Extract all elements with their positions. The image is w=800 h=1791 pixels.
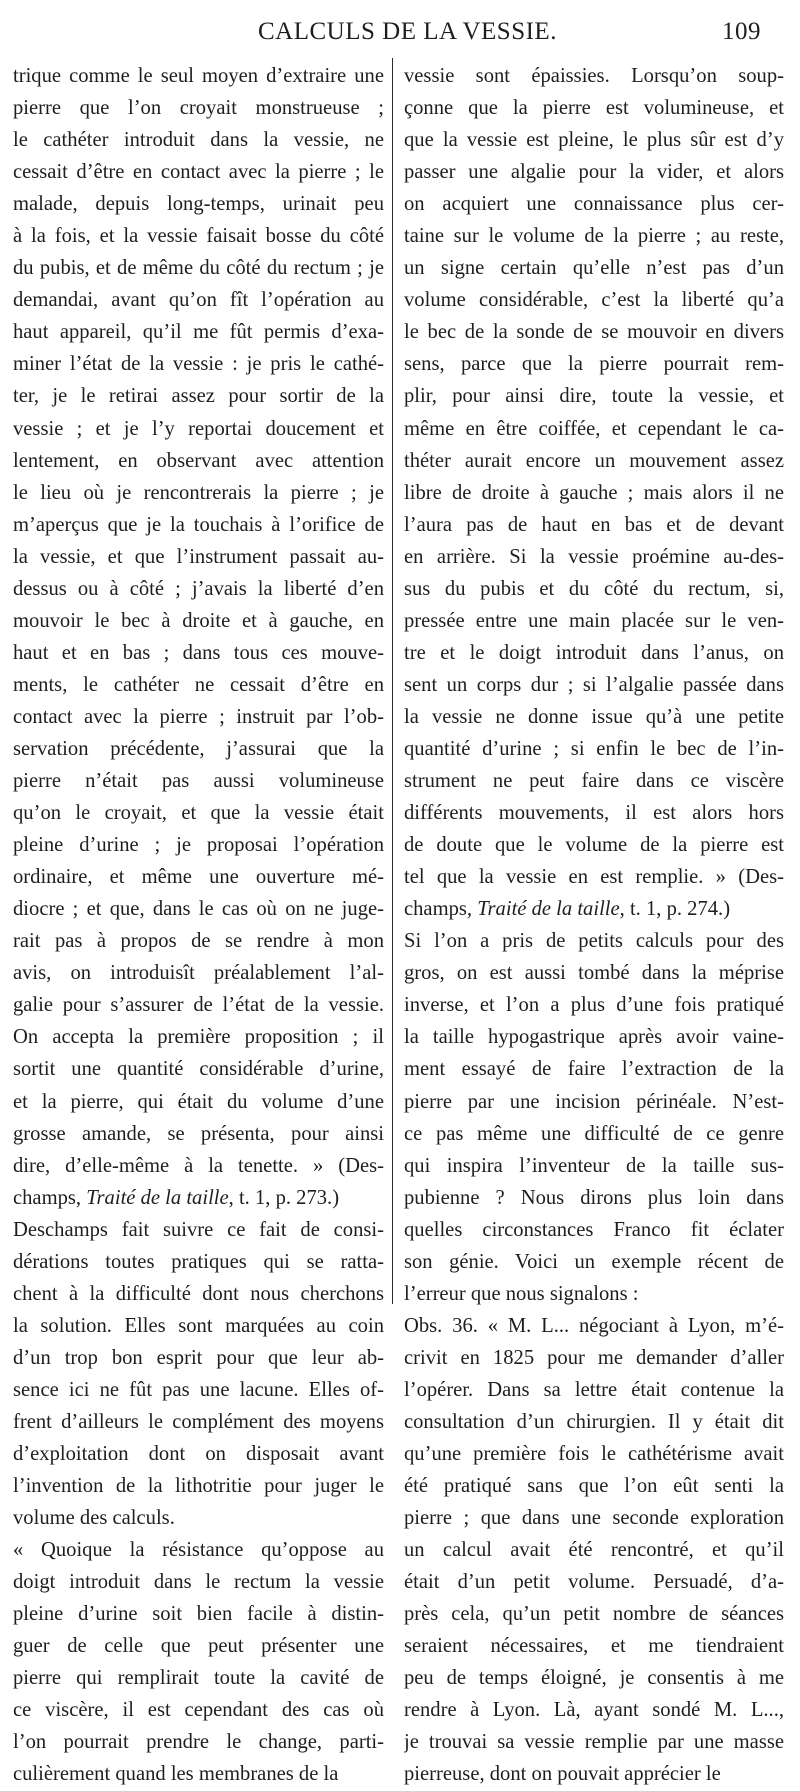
- text-line: pressée entre une main placée sur le ven-: [404, 609, 784, 632]
- text-line: pubienne ? Nous dirons plus loin dans: [404, 1186, 784, 1209]
- text-line: On accepta la première proposition ; il: [13, 1026, 384, 1049]
- text-line: le bec de la sonde de se mouvoir en divers: [404, 321, 784, 344]
- text-line: en arrière. Si la vessie proémine au-des-: [404, 545, 784, 568]
- text-line: pleine d’urine ; je proposai l’opération: [13, 834, 384, 857]
- text-line: du pubis, et de même du côté du rectum ; je: [13, 257, 384, 280]
- text-line: trique comme le seul moyen d’extraire une: [13, 65, 384, 87]
- text-line: champs, Traité de la taille, t. 1, p. 274.): [404, 898, 731, 921]
- text-line: pierreuse, dont on pouvait apprécier le: [404, 1763, 721, 1786]
- text-line: qui inspira l’inventeur de la taille sus-: [404, 1154, 784, 1177]
- text-line: même en être coiffée, et cependant le ca-: [404, 417, 784, 440]
- text-line: été pratiqué sans que l’on eût senti la: [404, 1475, 784, 1498]
- text-line: miner l’état de la vessie : je pris le cathé-: [13, 353, 384, 376]
- text-line: son génie. Voici un exemple récent de: [404, 1250, 784, 1273]
- text-line: sence ici ne fût pas une lacune. Elles of-: [13, 1378, 384, 1401]
- text-line: le lieu où je rencontrerais la pierre ; je: [13, 481, 384, 504]
- text-line: l’opérer. Dans sa lettre était contenue la: [404, 1378, 784, 1401]
- text-line: dérations toutes pratiques qui se ratta-: [13, 1250, 384, 1273]
- text-line: gros, on est aussi tombé dans la méprise: [404, 962, 784, 985]
- text-line: dire, d’elle-même à la tenette. » (Des-: [13, 1154, 384, 1177]
- text-line: champs, Traité de la taille, t. 1, p. 273.): [13, 1186, 340, 1209]
- text-line: strument ne peut faire dans ce viscère: [404, 770, 784, 793]
- text-line: tre et le doigt introduit dans l’anus, on: [404, 641, 784, 664]
- text-line: l’erreur que nous signalons :: [404, 1282, 639, 1305]
- text-line: sus du pubis et du côté du rectum, si,: [404, 577, 784, 600]
- text-line: m’aperçus que je la touchais à l’orifice de: [13, 513, 384, 536]
- text-line: haut et en bas ; dans tous ces mouve-: [13, 641, 384, 664]
- left-text-column: [13, 60, 384, 1791]
- right-text-column: [404, 60, 784, 1791]
- text-line: ce pas même une difficulté de ce genre: [404, 1122, 784, 1145]
- text-line: de doute que le volume de la pierre est: [404, 834, 784, 857]
- text-line: pierre que l’on croyait monstrueuse ;: [13, 97, 384, 120]
- column-divider: [392, 58, 393, 1304]
- text-line: contact avec la pierre ; instruit par l’ob-: [13, 705, 384, 728]
- text-line: l’aura pas de haut en bas et de devant: [404, 513, 784, 536]
- text-line: sortit une quantité considérable d’urine,: [13, 1058, 384, 1081]
- text-line: la vessie ne donne issue qu’à une petite: [404, 705, 784, 728]
- text-line: frent d’ailleurs le complément des moyens: [13, 1410, 384, 1433]
- text-line: Deschamps fait suivre ce fait de consi-: [13, 1218, 384, 1241]
- text-line: malade, depuis long-temps, urinait peu: [13, 193, 384, 216]
- text-line: rendre à Lyon. Là, ayant sondé M. L...,: [404, 1699, 784, 1722]
- text-line: je trouvai sa vessie remplie par une masse: [404, 1731, 784, 1754]
- text-line: dessus ou à côté ; j’avais la liberté d’en: [13, 577, 384, 600]
- text-line: culièrement quand les membranes de la: [13, 1763, 339, 1786]
- text-line: tel que la vessie en est remplie. » (Des-: [404, 866, 784, 889]
- text-line: un calcul avait été rencontré, et qu’il: [404, 1539, 784, 1562]
- text-line: mouvoir le bec à droite et à gauche, en: [13, 609, 384, 632]
- text-line: haut appareil, qu’il me fût permis d’exa-: [13, 321, 384, 344]
- text-line: « Quoique la résistance qu’oppose au: [13, 1539, 384, 1562]
- text-line: qu’une première fois le cathétérisme avait: [404, 1443, 784, 1466]
- text-line: guer de celle que peut présenter une: [13, 1635, 384, 1658]
- text-line: d’exploitation dont on disposait avant: [13, 1443, 384, 1466]
- text-line: libre de droite à gauche ; mais alors il ne: [404, 481, 784, 504]
- text-line: était d’un petit volume. Persuadé, d’a-: [404, 1571, 784, 1594]
- text-line: seraient nécessaires, et me tiendraient: [404, 1635, 784, 1658]
- text-line: on acquiert une connaissance plus cer-: [404, 193, 784, 216]
- text-line: l’on pourrait prendre le change, parti-: [13, 1731, 384, 1754]
- text-line: grosse amande, se présenta, pour ainsi: [13, 1122, 384, 1145]
- text-line: l’invention de la lithotritie pour juger le: [13, 1475, 384, 1498]
- text-line: peu de temps éloigné, je consentis à me: [404, 1667, 784, 1690]
- text-line: quantité d’urine ; si enfin le bec de l’in-: [404, 737, 784, 760]
- text-line: servation précédente, j’assurai que la: [13, 737, 384, 760]
- text-line: que la vessie est pleine, le plus sûr est d’y: [404, 129, 784, 152]
- text-line: taine sur le volume de la pierre ; au reste,: [404, 225, 784, 248]
- text-line: doigt introduit dans le rectum la vessie: [13, 1571, 384, 1594]
- text-line: crivit en 1825 pour me demander d’aller: [404, 1346, 784, 1369]
- text-line: la taille hypogastrique après avoir vaine-: [404, 1026, 784, 1049]
- text-line: qu’on le croyait, et que la vessie était: [13, 802, 384, 825]
- text-line: pierre ; que dans une seconde exploration: [404, 1507, 784, 1530]
- text-line: rait pas à propos de se rendre à mon: [13, 930, 384, 953]
- text-line: d’un trop bon esprit pour que leur ab-: [13, 1346, 384, 1369]
- text-line: la solution. Elles sont marquées au coin: [13, 1314, 384, 1337]
- text-line: demandai, avant qu’on fît l’opération au: [13, 289, 384, 312]
- text-line: Obs. 36. « M. L... négociant à Lyon, m’é-: [404, 1314, 784, 1337]
- text-line: pleine d’urine soit bien facile à distin-: [13, 1603, 384, 1626]
- text-line: lentement, en observant avec attention: [13, 449, 384, 472]
- text-line: chent à la difficulté dont nous cherchons: [13, 1282, 384, 1305]
- text-line: pierre par une incision périnéale. N’est-: [404, 1090, 784, 1113]
- text-line: théter aurait encore un mouvement assez: [404, 449, 784, 472]
- page-number: 109: [722, 18, 761, 45]
- text-line: galie pour s’assurer de l’état de la vessie.: [13, 994, 384, 1017]
- text-line: sens, parce que la pierre pourrait rem-: [404, 353, 784, 376]
- text-line: et la pierre, qui était du volume d’une: [13, 1090, 384, 1113]
- text-line: pierre n’était pas aussi volumineuse: [13, 770, 384, 793]
- running-title: CALCULS DE LA VESSIE.: [258, 18, 557, 45]
- text-line: plir, pour ainsi dire, toute la vessie, et: [404, 385, 784, 408]
- text-line: un signe certain qu’elle n’est pas d’un: [404, 257, 784, 280]
- text-line: sent un corps dur ; si l’algalie passée dans: [404, 673, 784, 696]
- text-line: diocre ; et que, dans le cas où on ne juge-: [13, 898, 384, 921]
- text-line: vessie sont épaissies. Lorsqu’on soup-: [404, 65, 784, 87]
- text-line: Si l’on a pris de petits calculs pour des: [404, 930, 784, 953]
- text-line: çonne que la pierre est volumineuse, et: [404, 97, 784, 120]
- text-line: près cela, qu’un petit nombre de séances: [404, 1603, 784, 1626]
- text-line: ordinaire, et même une ouverture mé-: [13, 866, 384, 889]
- text-line: inverse, et l’on a plus d’une fois pratiqué: [404, 994, 784, 1017]
- text-line: pierre qui remplirait toute la cavité de: [13, 1667, 384, 1690]
- text-line: cessait d’être en contact avec la pierre ; le: [13, 161, 384, 184]
- text-line: la vessie, et que l’instrument passait au-: [13, 545, 384, 568]
- text-line: avis, on introduisît préalablement l’al-: [13, 962, 384, 985]
- text-line: à la fois, et la vessie faisait bosse du côté: [13, 225, 384, 248]
- text-line: consultation d’un chirurgien. Il y était dit: [404, 1410, 784, 1433]
- text-line: volume des calculs.: [13, 1507, 175, 1530]
- text-line: le cathéter introduit dans la vessie, ne: [13, 129, 384, 152]
- text-line: différents mouvements, il est alors hors: [404, 802, 784, 825]
- text-line: ter, je le retirai assez pour sortir de la: [13, 385, 384, 408]
- page-header: [0, 18, 800, 58]
- text-line: ments, le cathéter ne cessait d’être en: [13, 673, 384, 696]
- text-line: ment essayé de faire l’extraction de la: [404, 1058, 784, 1081]
- text-line: passer une algalie pour la vider, et alors: [404, 161, 784, 184]
- text-line: quelles circonstances Franco fit éclater: [404, 1218, 784, 1241]
- text-line: volume considérable, c’est la liberté qu’a: [404, 289, 784, 312]
- text-line: vessie ; et je l’y reportai doucement et: [13, 417, 384, 440]
- text-line: ce viscère, il est cependant des cas où: [13, 1699, 384, 1722]
